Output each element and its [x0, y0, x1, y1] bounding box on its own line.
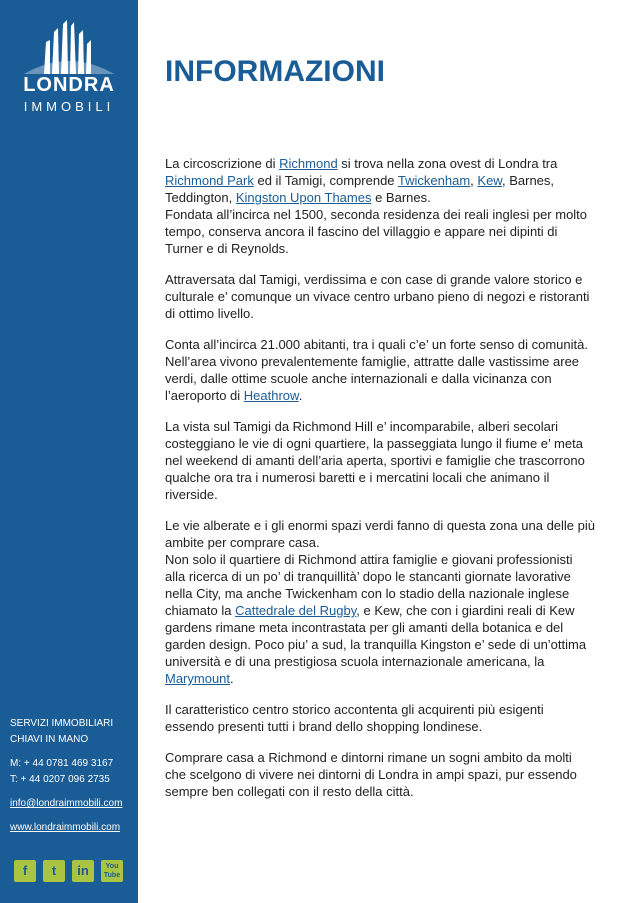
- page-title: INFORMAZIONI: [165, 55, 385, 88]
- twickenham-link[interactable]: Twickenham: [397, 173, 471, 188]
- tagline-turnkey: CHIAVI IN MANO: [10, 734, 89, 745]
- text: Non solo il quartiere di Richmond attira famiglie e giovani professionisti alla ricerca di un po’ di tranquillità’ dopo le stancanti giornate lavorative nella City, ma anche Twickenham con lo stadio della nazionale inglese chiamato la: [165, 552, 573, 618]
- text: si trova nella zona ovest di Londra tra: [337, 156, 558, 171]
- email-link[interactable]: info@londraimmobili.com: [10, 798, 123, 809]
- kew-link[interactable]: Kew: [477, 173, 502, 188]
- linkedin-icon[interactable]: in: [72, 860, 94, 882]
- paragraph-intro: [165, 155, 595, 257]
- text: .: [298, 388, 303, 403]
- paragraph-population: [165, 336, 595, 404]
- text: ed il Tamigi, comprende: [253, 173, 398, 188]
- paragraph-thames: Attraversata dal Tamigi, verdissima e con case di grande valore storico e culturale e’ comunque un vivace centro urbano pieno di negozi e ristoranti di ottimo livello.: [165, 272, 590, 321]
- text: e Barnes.: [371, 190, 431, 205]
- facebook-icon[interactable]: f: [14, 860, 36, 882]
- logo-title: LONDRA: [23, 74, 115, 96]
- rugby-cathedral-link[interactable]: Cattedrale del Rugby: [235, 603, 357, 618]
- kingston-link[interactable]: Kingston Upon Thames: [235, 190, 372, 205]
- sidebar: [0, 0, 138, 903]
- website-link[interactable]: www.londraimmobili.com: [10, 822, 121, 833]
- twitter-icon[interactable]: t: [43, 860, 65, 882]
- text: .: [230, 671, 234, 686]
- tagline-services: SERVIZI IMMOBILIARI: [10, 718, 114, 729]
- paragraph-shopping: Il caratteristico centro storico accontenta gli acquirenti più esigenti essendo presenti tutti i brand dello shopping londinese.: [165, 702, 544, 734]
- text: Fondata all’incirca nel 1500, seconda residenza dei reali inglesi per molto tempo, conserva ancora il fascino del villaggio e appare nei dipinti di Turner e di Reynolds.: [165, 207, 588, 256]
- text: La circoscrizione di: [165, 156, 280, 171]
- text: ,: [470, 173, 478, 188]
- heathrow-link[interactable]: Heathrow: [243, 388, 299, 403]
- text: , Barnes, Teddington,: [165, 173, 555, 205]
- richmond-link[interactable]: Richmond: [279, 156, 338, 171]
- skyline-icon: [10, 18, 128, 74]
- logo-subtitle: IMMOBILI: [23, 99, 115, 114]
- mobile-number: M: + 44 0781 469 3167: [10, 758, 114, 769]
- richmond-park-link[interactable]: Richmond Park: [165, 173, 254, 188]
- text: Le vie alberate e i gli enormi spazi verdi fanno di questa zona una delle più ambite per comprare casa.: [165, 518, 595, 550]
- text: Conta all’incirca 21.000 abitanti, tra i quali c’e’ un forte senso di comunità. Nell’area vivono prevalentemente famiglie, attratte dalle vastissime aree verdi, dalle ottime scuole anche internazionali e dalla vicinanza con l’aeroporto di: [165, 337, 588, 403]
- telephone-number: T: + 44 0207 096 2735: [10, 774, 110, 785]
- marymount-link[interactable]: Marymount: [165, 671, 231, 686]
- youtube-icon[interactable]: You Tube: [101, 860, 123, 882]
- paragraph-closing: Comprare casa a Richmond e dintorni rimane un sogni ambito da molti che scelgono di vivere nei dintorni di Londra in ampi spazi, pur essendo sempre ben collegati con il resto della città.: [165, 750, 577, 799]
- paragraph-richmond-hill: La vista sul Tamigi da Richmond Hill e’ incomparabile, alberi secolari costeggiano le vie di ogni quartiere, la passeggiata lungo il fiume e’ meta nel weekend di amanti dell’aria aperta, sportivi e famiglie che trascorrono qualche ora tra i numerosi baretti e i mercatini locali che animano il riverside.: [165, 419, 585, 502]
- logo[interactable]: [10, 18, 128, 118]
- text: , e Kew, che con i giardini reali di Kew gardens rimane meta incontrastata per gli amanti della botanica e del garden design. Poco piu’ a sud, la tranquilla Kingston e’ sede di un’ottima università e di una prestigiosa scuola internazionale americana, la: [165, 603, 587, 669]
- paragraph-green-spaces: [165, 517, 595, 687]
- article-body: [165, 155, 595, 814]
